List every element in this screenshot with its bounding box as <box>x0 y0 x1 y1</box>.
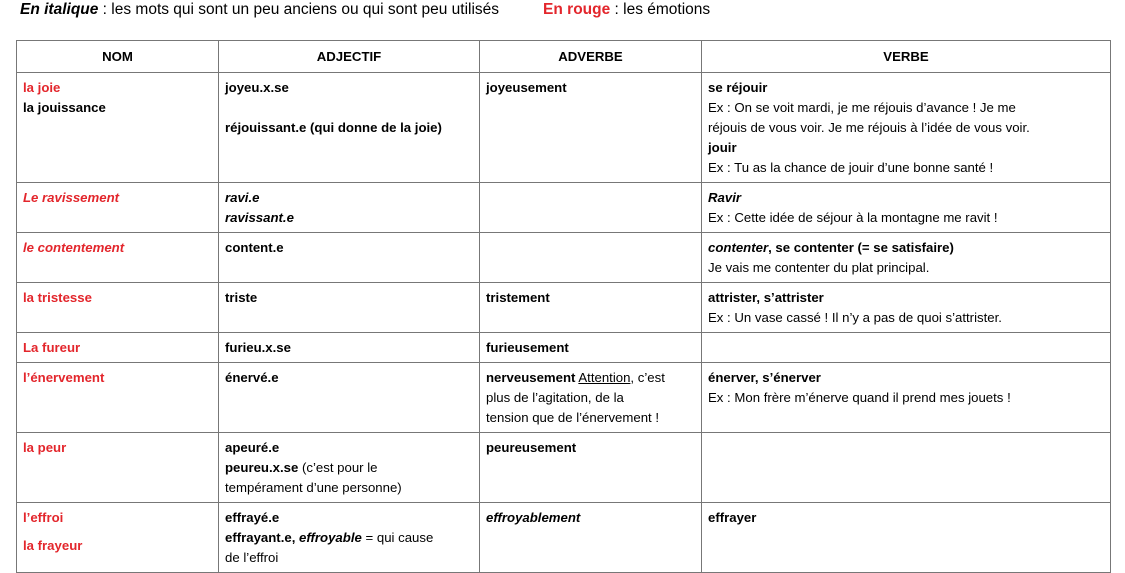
note-text: (c’est pour le <box>298 460 378 475</box>
adjectif-cell <box>219 73 480 183</box>
table-row <box>17 363 1111 433</box>
table-row <box>17 503 1111 573</box>
adjectif-cell <box>219 433 480 503</box>
nom-word: La fureur <box>23 340 81 355</box>
header-row <box>17 41 1111 73</box>
verbe-word: contenter <box>708 240 769 255</box>
legend-italic-text: : les mots qui sont un peu anciens ou qui sont peu utilisés <box>98 1 500 18</box>
adjectif-cell <box>219 503 480 573</box>
note-text: tempérament d’une personne) <box>225 480 402 495</box>
adjectif-cell <box>219 283 480 333</box>
example-text: Ex : Mon frère m’énerve quand il prend mes jouets ! <box>708 390 1011 405</box>
adjectif-word: peureu.x.se <box>225 460 299 475</box>
nom-word: la frayeur <box>23 538 83 553</box>
verbe-cell <box>702 283 1111 333</box>
nom-word: l’effroi <box>23 510 64 525</box>
separator-text: , <box>291 530 300 545</box>
adjectif-cell <box>219 333 480 363</box>
nom-cell <box>17 333 219 363</box>
header-verbe: VERBE <box>702 41 1111 73</box>
legend <box>20 0 710 22</box>
verbe-word: jouir <box>708 140 737 155</box>
header-nom: NOM <box>17 41 219 73</box>
table-row <box>17 183 1111 233</box>
adjectif-word: ravi.e <box>225 190 260 205</box>
adjectif-word: ravissant.e <box>225 210 294 225</box>
nom-word: la joie <box>23 80 61 95</box>
adjectif-word: furieu.x.se <box>225 340 291 355</box>
legend-italic-label: En italique <box>20 1 99 18</box>
legend-red-text: : les émotions <box>610 1 711 18</box>
verbe-cell <box>702 503 1111 573</box>
note-text: , c’est <box>630 370 665 385</box>
legend-red-label: En rouge <box>543 1 611 18</box>
adverbe-cell <box>480 183 702 233</box>
adjectif-word: effrayé.e <box>225 510 280 525</box>
adverbe-cell <box>480 283 702 333</box>
adverbe-word: peureusement <box>486 440 577 455</box>
example-text: réjouis de vous voir. Je me réjouis à l’idée de vous voir. <box>708 120 1030 135</box>
adverbe-cell <box>480 333 702 363</box>
nom-cell <box>17 283 219 333</box>
adjectif-word: joyeu.x.se <box>225 80 289 95</box>
verbe-word: énerver, s’énerver <box>708 370 821 385</box>
adverbe-word: nerveusement <box>486 370 576 385</box>
example-text: Ex : Un vase cassé ! Il n’y a pas de quoi s’attrister. <box>708 310 1002 325</box>
adjectif-word: énervé.e <box>225 370 279 385</box>
verbe-cell <box>702 73 1111 183</box>
header-adjectif: ADJECTIF <box>219 41 480 73</box>
adjectif-word: réjouissant.e (qui donne de la joie) <box>225 120 442 135</box>
example-text: Ex : Tu as la chance de jouir d’une bonne santé ! <box>708 160 994 175</box>
nom-cell <box>17 363 219 433</box>
verbe-word: se réjouir <box>708 80 768 95</box>
adjectif-word: effroyable <box>299 530 362 545</box>
adjectif-word: effrayant.e <box>225 530 292 545</box>
adjectif-cell <box>219 183 480 233</box>
nom-cell <box>17 233 219 283</box>
verbe-cell <box>702 333 1111 363</box>
verbe-word: attrister, s’attrister <box>708 290 824 305</box>
adjectif-word: apeuré.e <box>225 440 280 455</box>
nom-word: Le ravissement <box>23 190 120 205</box>
verbe-word: , se contenter (= se satisfaire) <box>768 240 954 255</box>
note-text: = qui cause <box>361 530 434 545</box>
nom-word: le contentement <box>23 240 125 255</box>
table-row <box>17 433 1111 503</box>
adverbe-cell <box>480 503 702 573</box>
table-row <box>17 333 1111 363</box>
nom-cell <box>17 433 219 503</box>
adjectif-cell <box>219 233 480 283</box>
nom-cell <box>17 73 219 183</box>
verbe-cell <box>702 183 1111 233</box>
table-row <box>17 73 1111 183</box>
example-text: Ex : Cette idée de séjour à la montagne me ravit ! <box>708 210 998 225</box>
adjectif-cell <box>219 363 480 433</box>
attention-note: Attention <box>578 370 631 385</box>
adverbe-word: tristement <box>486 290 550 305</box>
adverbe-cell <box>480 73 702 183</box>
adverbe-cell <box>480 363 702 433</box>
example-text: Ex : On se voit mardi, je me réjouis d’avance ! Je me <box>708 100 1016 115</box>
verbe-word: Ravir <box>708 190 741 205</box>
note-text: tension que de l’énervement ! <box>486 410 660 425</box>
adverbe-cell <box>480 233 702 283</box>
table-row <box>17 233 1111 283</box>
adverbe-word: effroyablement <box>486 510 581 525</box>
nom-cell <box>17 183 219 233</box>
nom-word: la peur <box>23 440 67 455</box>
example-text: Je vais me contenter du plat principal. <box>708 260 930 275</box>
nom-word: la jouissance <box>23 100 106 115</box>
header-adverbe: ADVERBE <box>480 41 702 73</box>
verbe-cell <box>702 433 1111 503</box>
verbe-cell <box>702 233 1111 283</box>
nom-cell <box>17 503 219 573</box>
note-text: de l’effroi <box>225 550 279 565</box>
adjectif-word: content.e <box>225 240 284 255</box>
nom-word: la tristesse <box>23 290 92 305</box>
verbe-word: effrayer <box>708 510 757 525</box>
adverbe-word: furieusement <box>486 340 569 355</box>
adverbe-word: joyeusement <box>486 80 567 95</box>
vocabulary-table <box>16 40 1111 573</box>
adjectif-word: triste <box>225 290 258 305</box>
nom-word: l’énervement <box>23 370 105 385</box>
note-text: plus de l’agitation, de la <box>486 390 624 405</box>
adverbe-cell <box>480 433 702 503</box>
table-row <box>17 283 1111 333</box>
verbe-cell <box>702 363 1111 433</box>
